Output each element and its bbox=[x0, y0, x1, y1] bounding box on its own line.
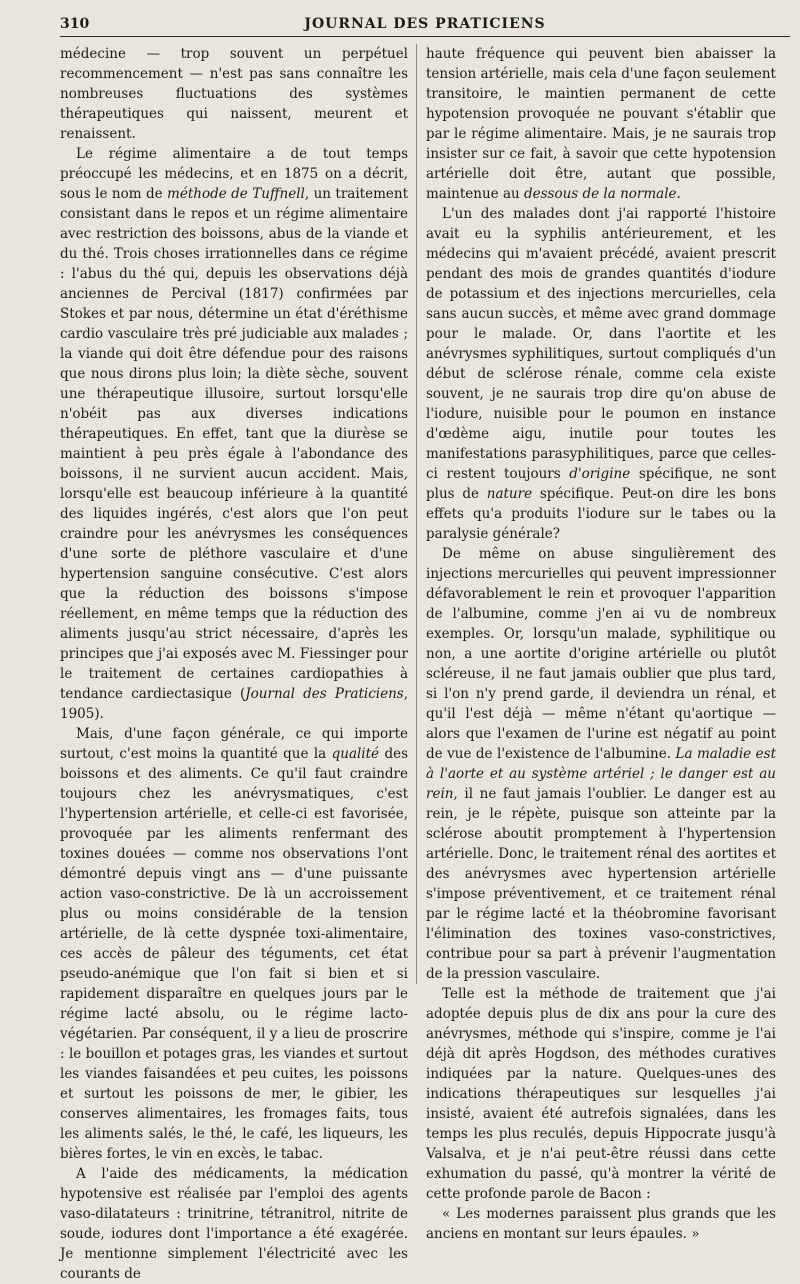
text-run: L'un des malades dont j'ai rapporté l'histoire avait eu la syphilis antérieurement, et les médecins qui m'avaient précédé, avaient prescrit pendant des mois de grandes quantités d'iodure de potassium et des injections mercurielles, cela sans aucun succès, et même avec grand dommage pour le malade. Or, dans l'aortite et les anévrysmes syphilitiques, surtout compliqués d'un début de sclérose rénale, comme cela existe souvent, je ne saurais trop dire qu'on abuse de l'iodure, nuisible pour le poumon en instance d'œdème aigu, inutile pour toutes les manifestations parasyphilitiques, parce que celles-ci restent toujours bbox=[426, 206, 776, 482]
italic-text: La maladie est à l'aorte et au système artériel ; le danger est au rein bbox=[426, 746, 776, 802]
paragraph bbox=[426, 204, 776, 544]
text-run: , un traitement consistant dans le repos et un régime alimentaire avec restriction des boissons, abus de la viande et du thé. Trois choses irrationnelles dans ce régime : l'abus du thé qui, depuis les observations déjà anciennes de Percival (1817) confirmées par Stokes et par nous, détermine un état d'éréthisme cardio vasculaire très pré judiciable aux malades ; la viande qui doit être défendue pour des raisons que nous dirons plus loin; la diète sèche, souvent une thérapeutique illusoire, surtout lorsqu'elle n'obéit pas aux diverses indications thérapeutiques. En effet, tant que la diurèse se maintient à peu près égale à l'abondance des boissons, il ne survient aucun accident. Mais, lorsqu'elle est beaucoup inférieure à la quantité des liquides ingérés, c'est alors que l'on peut craindre pour les anévrysmes les conséquences d'une sorte de pléthore vasculaire et d'une hypertension sanguine consécutive. C'est alors que la réduction des boissons s'impose réellement, en même temps que la réduction des aliments jusqu'au strict nécessaire, d'après les principes que j'ai exposés avec M. Fiessinger pour le traitement de certaines cardiopathies à tendance cardiectasique ( bbox=[60, 186, 408, 702]
text-run: De même on abuse singulièrement des injections mercurielles qui peuvent impressionner défavorablement le rein et provoquer l'apparition de l'albumine, comme j'en ai vu de nombreux exemples. Or, lorsqu'un malade, syphilitique ou non, a une aortite d'origine artérielle ou plutôt scléreuse, il ne faut jamais oublier que plus tard, si l'on n'y prend garde, il deviendra un rénal, et qu'il l'est déjà — même n'étant qu'aortique — alors que l'examen de l'urine est négatif au point de vue de l'existence de l'albumine. bbox=[426, 546, 776, 762]
paragraph bbox=[426, 44, 776, 204]
text-run: « Les modernes paraissent plus grands que les anciens en montant sur leurs épaules. » bbox=[426, 1206, 776, 1242]
paragraph bbox=[60, 1164, 408, 1284]
text-run: , il ne faut jamais l'oublier. Le danger est au rein, je le répète, puisque son atteinte par la sclérose aboutit promptement à l'hypertension artérielle. Donc, le traitement rénal des aortites et des anévrysmes avec hypertension artérielle s'impose préventivement, et ce traitement rénal par le régime lacté et la théobromine favorisant l'élimination des toxines vaso-constrictives, contribue pour sa part à prévenir l'augmentation de la pression vasculaire. bbox=[426, 786, 776, 982]
italic-text: nature bbox=[486, 486, 533, 502]
italic-text: d'origine bbox=[569, 466, 631, 482]
text-run: Le régime alimentaire a de tout temps préoccupé les médecins, et en 1875 on a décrit, sous le nom de bbox=[60, 146, 408, 202]
paragraph bbox=[60, 44, 408, 144]
text-run: médecine — trop souvent un perpétuel recommencement — n'est pas sans connaître les nombreuses fluctuations des systèmes thérapeutiques qui naissent, meurent et renaissent. bbox=[60, 46, 408, 142]
page-number: 310 bbox=[60, 16, 90, 32]
italic-text: dessous de la normale bbox=[523, 186, 677, 202]
text-run: des boissons et des aliments. Ce qu'il faut craindre toujours chez les anévrysmatiques, c'est l'hypertension artérielle, et celle-ci est favorisée, provoquée par les aliments renfermant des toxines douées — comme nos observations l'ont démontré depuis vingt ans — d'une puissante action vaso-constrictive. De là un accroissement plus ou moins considérable de la tension artérielle, de là cette dyspnée toxi-alimentaire, ces accès de pâleur des téguments, cet état pseudo-anémique que l'on fait si bien et si rapidement disparaître en quelques jours par le régime lacté absolu, ou le régime lacto-végétarien. Par conséquent, il y a lieu de proscrire : le bouillon et potages gras, les viandes et surtout les viandes faisandées et peu cuites, les poissons et surtout les poissons de mer, le gibier, les conserves alimentaires, les fromages faits, tous les aliments salés, le thé, le café, les liqueurs, les bières fortes, le vin en excès, le tabac. bbox=[60, 746, 409, 1162]
right-column bbox=[426, 44, 776, 1244]
paragraph bbox=[60, 724, 408, 1164]
italic-text: qualité bbox=[331, 746, 380, 762]
text-run: spécifique, ne sont plus de bbox=[426, 466, 776, 502]
text-run: . bbox=[676, 186, 681, 202]
text-run: A l'aide des médicaments, la médication hypotensive est réalisée par l'emploi des agents vaso-dilatateurs : trinitrine, tétranitrol, nitrite de soude, iodures dont l'importance a été exagérée. Je mentionne simplement l'électricité avec les courants de bbox=[60, 1166, 408, 1282]
paragraph bbox=[426, 1204, 776, 1244]
text-run: Telle est la méthode de traitement que j'ai adoptée depuis plus de dix ans pour la cure des anévrysmes, méthode qui s'inspire, comme je l'ai déjà dit après Hogdson, des méthodes curatives indiquées par la nature. Quelques-unes des indications thérapeutiques sur lesquelles j'ai insisté, avaient été autrefois signalées, dans les temps les plus reculés, depuis Hippocrate jusqu'à Valsalva, et je n'ai peut-être réussi dans cette exhumation du passé, qu'à montrer la vérité de cette profonde parole de Bacon : bbox=[426, 986, 776, 1202]
text-run: spécifique. Peut-on dire les bons effets qu'a produits l'iodure sur le tabes ou la paralysie générale? bbox=[426, 486, 777, 542]
journal-title: JOURNAL DES PRATICIENS bbox=[304, 16, 546, 32]
left-column bbox=[60, 44, 408, 1284]
paragraph bbox=[60, 144, 408, 724]
text-run: , 1905). bbox=[60, 686, 408, 722]
paragraph bbox=[426, 984, 776, 1204]
text-run: haute fréquence qui peuvent bien abaisser la tension artérielle, mais cela d'une façon seulement transitoire, le maintien permanent de cette hypotension provoquée ne pouvant s'établir que par le régime alimentaire. Mais, je ne saurais trop insister sur ce fait, à savoir que cette hypotension artérielle doit être, autant que possible, maintenue au bbox=[426, 46, 776, 202]
page-header bbox=[60, 14, 790, 37]
italic-text: méthode de Tuffnell bbox=[167, 186, 305, 202]
italic-text: Journal des Praticiens bbox=[245, 686, 404, 702]
text-run: Mais, d'une façon générale, ce qui importe surtout, c'est moins la quantité que la bbox=[60, 726, 408, 762]
paragraph bbox=[426, 544, 776, 984]
column-divider bbox=[416, 44, 417, 984]
